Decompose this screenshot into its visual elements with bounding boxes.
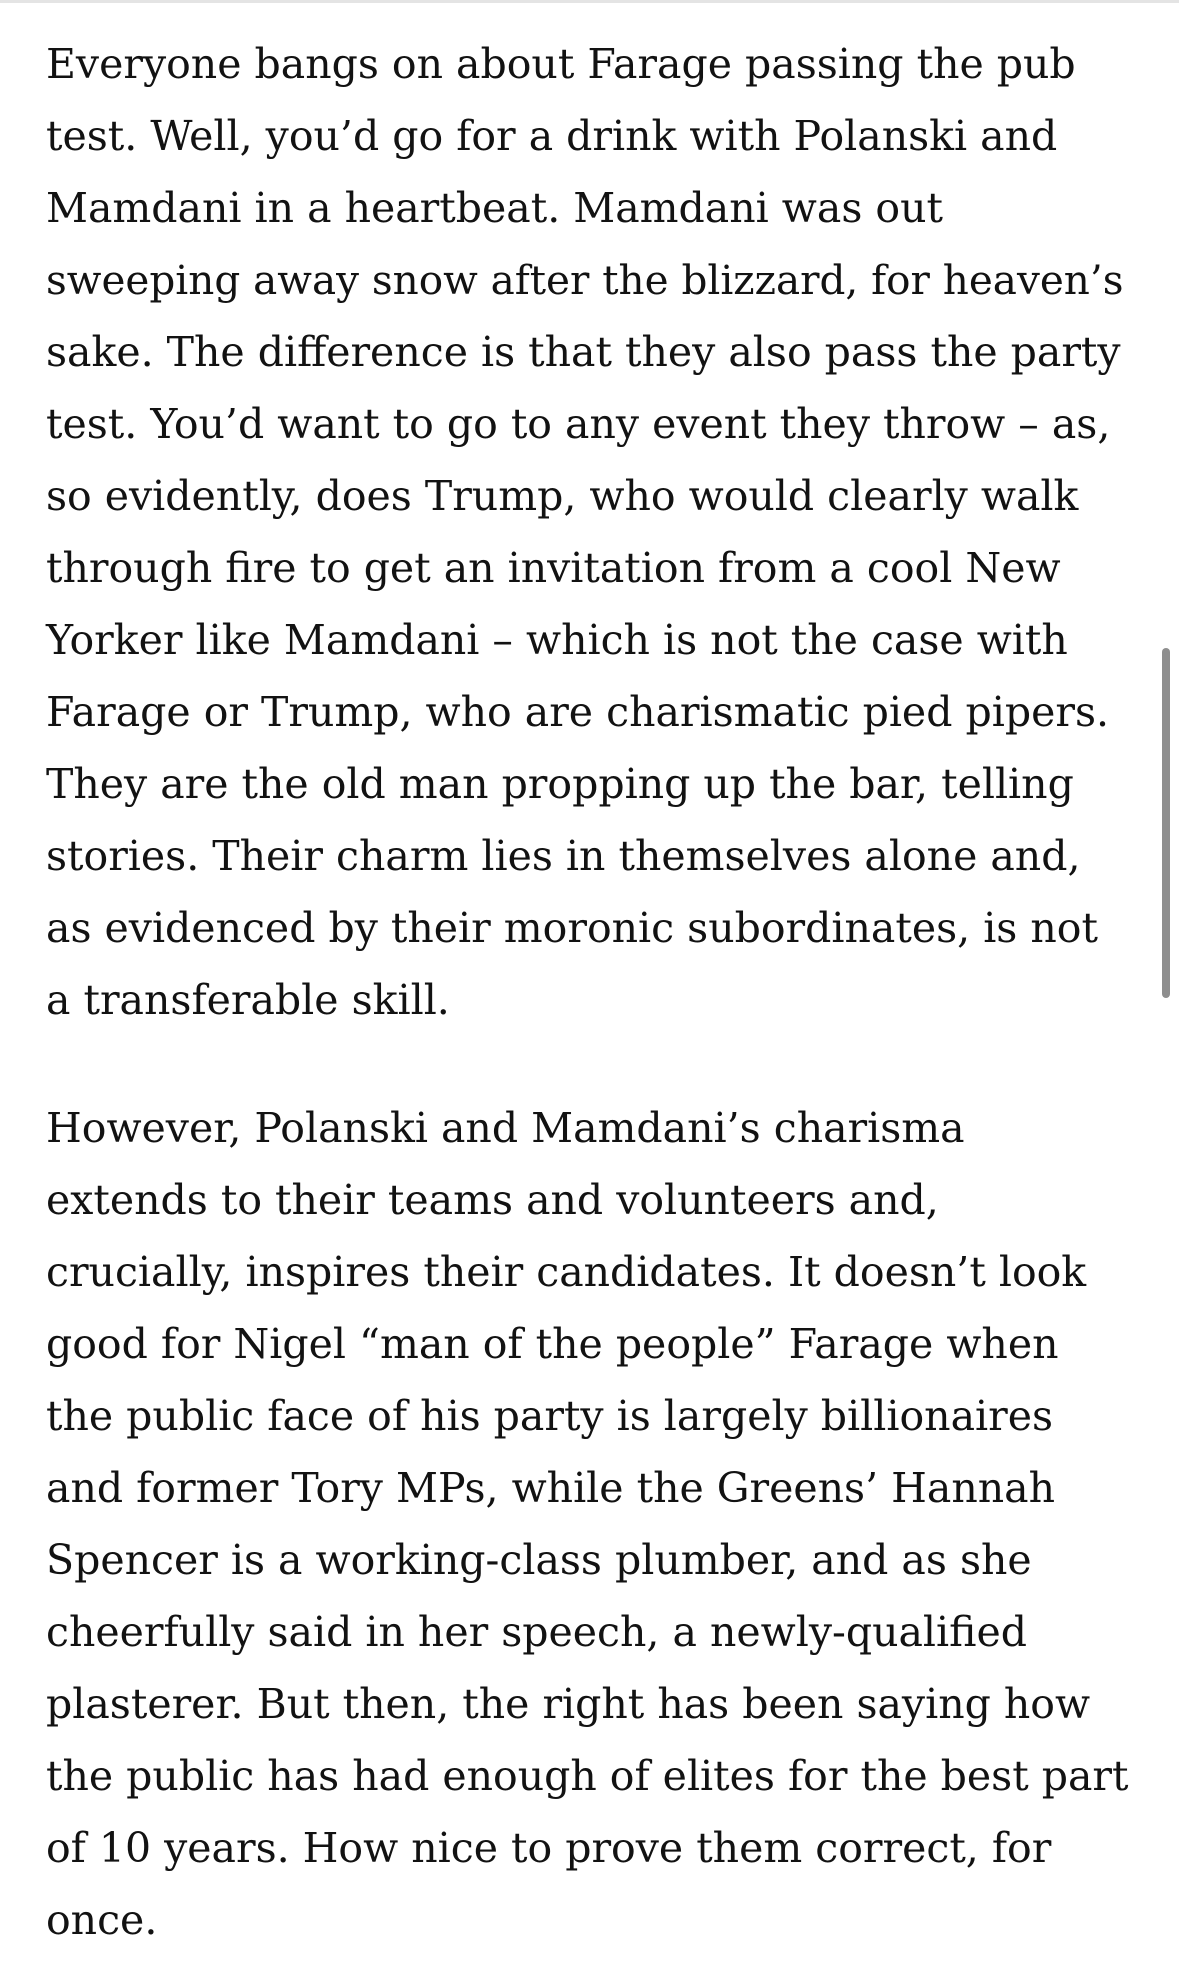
paragraph-line: However, Polanski and Mamdani’s charisma [46, 1104, 965, 1152]
paragraph-line: Farage or Trump, who are charismatic pied pipers. [46, 688, 1110, 736]
paragraph-line: Yorker like Mamdani – which is not the case with [46, 616, 1068, 664]
paragraph-line: the public face of his party is largely billionaires [46, 1392, 1054, 1440]
paragraph-line: They are the old man propping up the bar, telling [46, 760, 1074, 808]
vertical-scrollbar[interactable] [1162, 648, 1170, 998]
article-body [46, 28, 1136, 1956]
paragraph-line: and former Tory MPs, while the Greens’ Hannah [46, 1464, 1056, 1512]
paragraph-line: sweeping away snow after the blizzard, for heaven’s [46, 256, 1124, 304]
paragraph-line: extends to their teams and volunteers and, [46, 1176, 939, 1224]
paragraph-line: Everyone bangs on about Farage passing the pub [46, 40, 1076, 88]
paragraph-line: once. [46, 1896, 158, 1944]
paragraph-line: as evidenced by their moronic subordinates, is not [46, 904, 1098, 952]
top-divider [0, 0, 1179, 3]
paragraph-line: sake. The difference is that they also pass the party [46, 328, 1121, 376]
paragraph-line: crucially, inspires their candidates. It doesn’t look [46, 1248, 1087, 1296]
paragraph-line: cheerfully said in her speech, a newly-qualified [46, 1608, 1028, 1656]
article-paragraph-2 [46, 1092, 1136, 1956]
paragraph-line: plasterer. But then, the right has been saying how [46, 1680, 1091, 1728]
paragraph-line: Mamdani in a heartbeat. Mamdani was out [46, 184, 943, 232]
paragraph-line: through fire to get an invitation from a cool New [46, 544, 1061, 592]
paragraph-line: the public has had enough of elites for the best part [46, 1752, 1129, 1800]
paragraph-line: of 10 years. How nice to prove them correct, for [46, 1824, 1052, 1872]
article-paragraph-1 [46, 28, 1136, 1036]
paragraph-line: good for Nigel “man of the people” Farage when [46, 1320, 1059, 1368]
paragraph-line: test. Well, you’d go for a drink with Polanski and [46, 112, 1058, 160]
paragraph-line: stories. Their charm lies in themselves alone and, [46, 832, 1081, 880]
paragraph-line: so evidently, does Trump, who would clearly walk [46, 472, 1079, 520]
paragraph-line: a transferable skill. [46, 976, 450, 1024]
paragraph-line: test. You’d want to go to any event they throw – as, [46, 400, 1111, 448]
paragraph-line: Spencer is a working-class plumber, and as she [46, 1536, 1032, 1584]
